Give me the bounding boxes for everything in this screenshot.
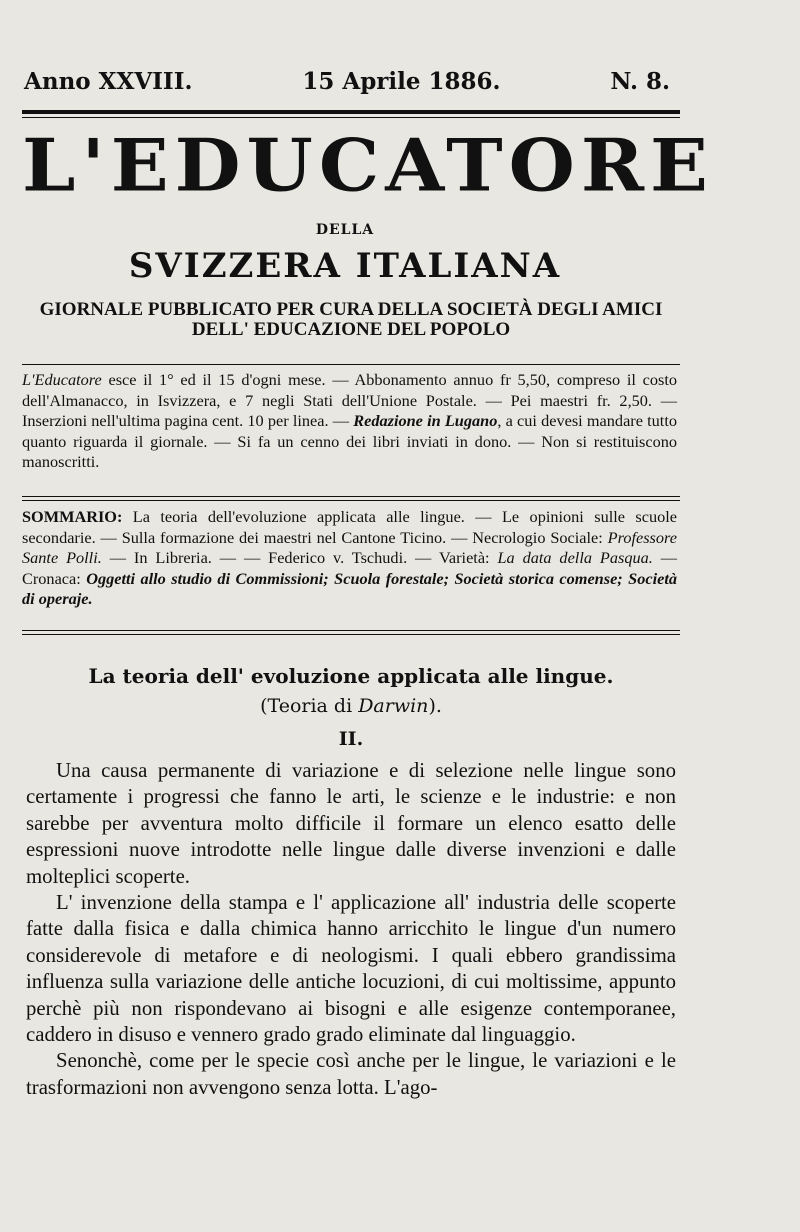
subscription-notice xyxy=(22,370,677,473)
masthead-della: DELLA xyxy=(315,222,375,238)
subtitle-pre: (Teoria di xyxy=(260,695,359,717)
notice-text-1: esce il 1° ed il 15 d'ogni mese. — Abbonamento annuo fr 5,50, compreso il costo dell'Almanacco, in Isvizzera, e 7 negli Stati dell'Unione Postale. — Pei maestri fr. 2,50. — Inserzioni nell'ultima pagina cent. 10 per linea. — xyxy=(22,370,677,430)
summary-text-3: — Cronaca: xyxy=(22,548,677,588)
publisher-line xyxy=(22,300,680,340)
header-rule xyxy=(22,110,680,114)
publisher-line-2: DELL' EDUCAZIONE DEL POPOLO xyxy=(191,319,511,340)
paragraph: Una causa permanente di variazione e di selezione nelle lingue sono certamente i progressi che fanno le arti, le scienze e le industrie: e non sarebbe per avventura molto difficile il formare un elenco esatto delle espressioni nuove introdotte nelle lingue dalle diverse invenzioni e dalle molteplici scoperte. xyxy=(26,759,676,888)
masthead-title: L'EDUCATORE xyxy=(22,123,714,208)
summary-cronaca: Oggetti allo studio di Commissioni; Scuola forestale; Società storica comense; Società di operaje. xyxy=(22,568,677,608)
notice-top-rule xyxy=(22,364,680,365)
summary-text-1: La teoria dell'evoluzione applicata alle lingue. — Le opinioni sulle scuole secondarie. — Sulla formazione dei maestri nel Cantone Ticino. — Necrologio Sociale: xyxy=(22,507,677,547)
table-of-contents xyxy=(22,507,677,610)
summary-top-rule xyxy=(22,496,680,497)
summary-necrologio: Professore Sante Polli. xyxy=(22,527,677,567)
subtitle-name: Darwin xyxy=(358,695,429,717)
header-rule-thin xyxy=(22,117,680,118)
volume-label: Anno XXVIII. xyxy=(24,68,193,95)
subtitle-post: ). xyxy=(428,695,442,717)
masthead-subtitle: SVIZZERA ITALIANA xyxy=(128,246,562,286)
journal-name: L'Educatore xyxy=(22,370,102,389)
article-body xyxy=(26,758,676,1101)
paragraph: L' invenzione della stampa e l' applicazione all' industria delle scoperte fatte dalla fisica e dalla chimica hanno arricchito le lingue d'un numero considerevole di metafore e di neologismi. I quali ebbero grandissima influenza sulla variazione delle antiche locuzioni, di cui moltissime, appunto perchè più non rispondevano ai bisogni e alle esigenze contemporanee, caddero in disuso e vennero grado grado eliminate dal linguaggio. xyxy=(26,891,676,1047)
issue-date: 15 Aprile 1886. xyxy=(302,68,501,95)
article-subtitle xyxy=(22,695,680,717)
article-title: La teoria dell' evoluzione applicata alle lingue. xyxy=(88,664,614,688)
notice-text-2: , a cui devesi mandare tutto quanto riguarda il giornale. — Si fa un cenno dei libri inviati in dono. — Non si restituiscono manoscritti. xyxy=(22,411,677,471)
paragraph: Senonchè, come per le specie così anche per le lingue, le variazioni e le trasformazioni non avvengono senza lotta. L'ago- xyxy=(26,1049,676,1099)
summary-bottom-rule-2 xyxy=(22,634,680,635)
issue-number: N. 8. xyxy=(610,68,670,95)
summary-top-rule-2 xyxy=(22,500,680,501)
summary-label: SOMMARIO: xyxy=(22,507,123,526)
redazione: Redazione in Lugano xyxy=(353,411,498,430)
summary-text-2: — In Libreria. — — Federico v. Tschudi. — Varietà: xyxy=(101,548,498,567)
issue-header xyxy=(24,68,670,95)
summary-bottom-rule xyxy=(22,630,680,631)
publisher-line-1: GIORNALE PUBBLICATO PER CURA DELLA SOCIETÀ DEGLI AMICI xyxy=(39,299,663,320)
summary-varieta: La data della Pasqua. xyxy=(497,548,653,567)
section-number: II. xyxy=(338,728,364,750)
